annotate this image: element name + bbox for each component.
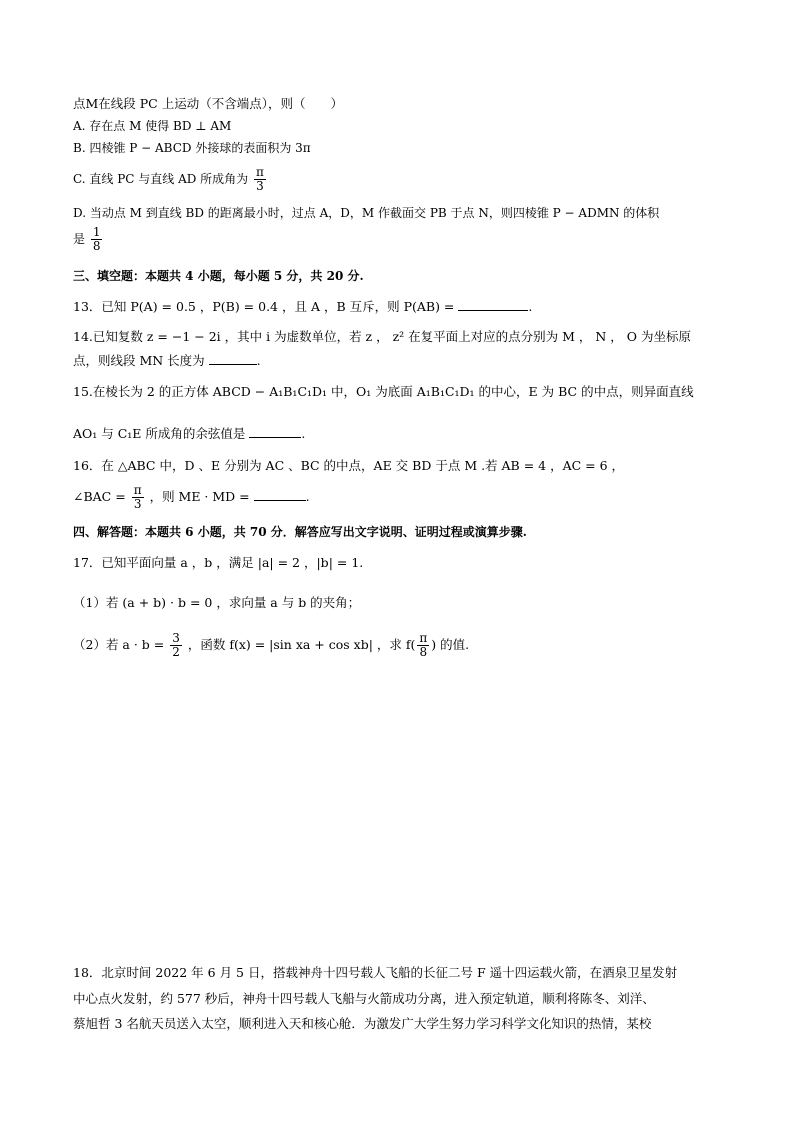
section-4-heading: 四、解答题：本题共 6 小题，共 70 分．解答应写出文字说明、证明过程或演算步骤. xyxy=(73,525,527,539)
question-16-line-2 xyxy=(73,484,310,511)
question-13-end: . xyxy=(528,299,533,314)
question-16-fraction xyxy=(132,484,144,511)
question-12-stem-end: 点M在线段 PC 上运动（不含端点），则（ ） xyxy=(73,96,343,111)
option-c-fraction xyxy=(254,166,266,193)
question-18-line-1: 18．北京时间 2022 年 6 月 5 日，搭载神舟十四号载人飞船的长征二号 F 遥十四运载火箭，在酒泉卫星发射 xyxy=(73,965,678,980)
answer-blank xyxy=(209,352,257,365)
question-15-text: AO₁ 与 C₁E 所成角的余弦值是 xyxy=(73,426,246,441)
fraction-denominator: 8 xyxy=(419,645,428,659)
answer-blank xyxy=(249,425,301,438)
option-d-fraction xyxy=(91,226,103,253)
fraction-denominator: 2 xyxy=(172,645,180,659)
option-c-text: C. 直线 PC 与直线 AD 所成角为 xyxy=(73,172,249,186)
answer-blank xyxy=(458,298,528,311)
fraction-numerator: 3 xyxy=(172,631,180,645)
question-13 xyxy=(73,298,532,315)
question-17-part-2-pre: （2）若 a · b = xyxy=(73,637,165,652)
option-b: B. 四棱锥 P − ABCD 外接球的表面积为 3π xyxy=(73,141,311,155)
question-16-line-1: 16．在 △ABC 中，D 、E 分别为 AC 、BC 的中点，AE 交 BD 于点 M .若 AB = 4 ，AC = 6 ， xyxy=(73,458,625,473)
question-14-line-2 xyxy=(73,352,261,369)
question-15-line-2 xyxy=(73,425,305,442)
question-14-text: 点，则线段 MN 长度为 xyxy=(73,353,205,368)
fraction-numerator: π xyxy=(133,483,142,497)
option-d-cont xyxy=(73,226,104,253)
question-17-part-2-post: ) 的值. xyxy=(431,637,470,652)
fraction-denominator: 3 xyxy=(256,179,264,193)
question-18-line-3: 蔡旭哲 3 名航天员送入太空，顺利进入天和核心舱．为激发广大学生努力学习科学文化知识的热情，某校 xyxy=(73,1016,652,1031)
question-14-line-1: 14.已知复数 z = −1 − 2i ，其中 i 为虚数单位，若 z ， z² 在复平面上对应的点分别为 M ， N ， O 为坐标原 xyxy=(73,329,691,344)
option-a: A. 存在点 M 使得 BD ⊥ AM xyxy=(73,119,232,133)
fraction-denominator: 3 xyxy=(133,497,142,511)
question-15-line-1: 15.在棱长为 2 的正方体 ABCD − A₁B₁C₁D₁ 中，O₁ 为底面 A₁B₁C₁D₁ 的中心，E 为 BC 的中点，则异面直线 xyxy=(73,384,694,399)
question-18-line-2: 中心点火发射，约 577 秒后，神舟十四号载人飞船与火箭成功分离，进入预定轨道，顺利将陈冬、刘洋、 xyxy=(73,991,655,1006)
fraction-numerator: π xyxy=(256,165,264,179)
answer-blank xyxy=(254,488,306,501)
question-16-dot-product: ，则 ME · MD = xyxy=(149,489,250,504)
question-17-fraction-1 xyxy=(170,632,182,659)
question-17-part-2-mid: ，函数 f(x) = |sin xa + cos xb| ，求 f( xyxy=(187,637,416,652)
option-d: D. 当动点 M 到直线 BD 的距离最小时，过点 A，D，M 作截面交 PB 于点 N，则四棱锥 P − ADMN 的体积 xyxy=(73,206,660,220)
question-17-part-1: （1）若 (a + b) · b = 0 ，求向量 a 与 b 的夹角； xyxy=(73,595,361,610)
fraction-numerator: 1 xyxy=(92,225,101,239)
question-13-text: 13．已知 P(A) = 0.5 ，P(B) = 0.4 ，且 A ，B 互斥，则 P(AB) = xyxy=(73,299,455,314)
fraction-numerator: π xyxy=(419,631,428,645)
question-17-part-2 xyxy=(73,632,469,659)
question-17-fraction-2 xyxy=(417,632,429,659)
question-17: 17．已知平面向量 a ，b ，满足 |a| = 2 ，|b| = 1. xyxy=(73,555,364,570)
question-14-end: . xyxy=(256,353,261,368)
question-15-end: . xyxy=(301,426,306,441)
section-3-heading: 三、填空题：本题共 4 小题，每小题 5 分，共 20 分. xyxy=(73,269,364,283)
question-16-end: . xyxy=(305,489,310,504)
question-16-angle: ∠BAC = xyxy=(73,489,126,504)
option-c xyxy=(73,166,268,193)
option-d-cont-text: 是 xyxy=(73,232,86,246)
fraction-denominator: 8 xyxy=(92,239,101,253)
